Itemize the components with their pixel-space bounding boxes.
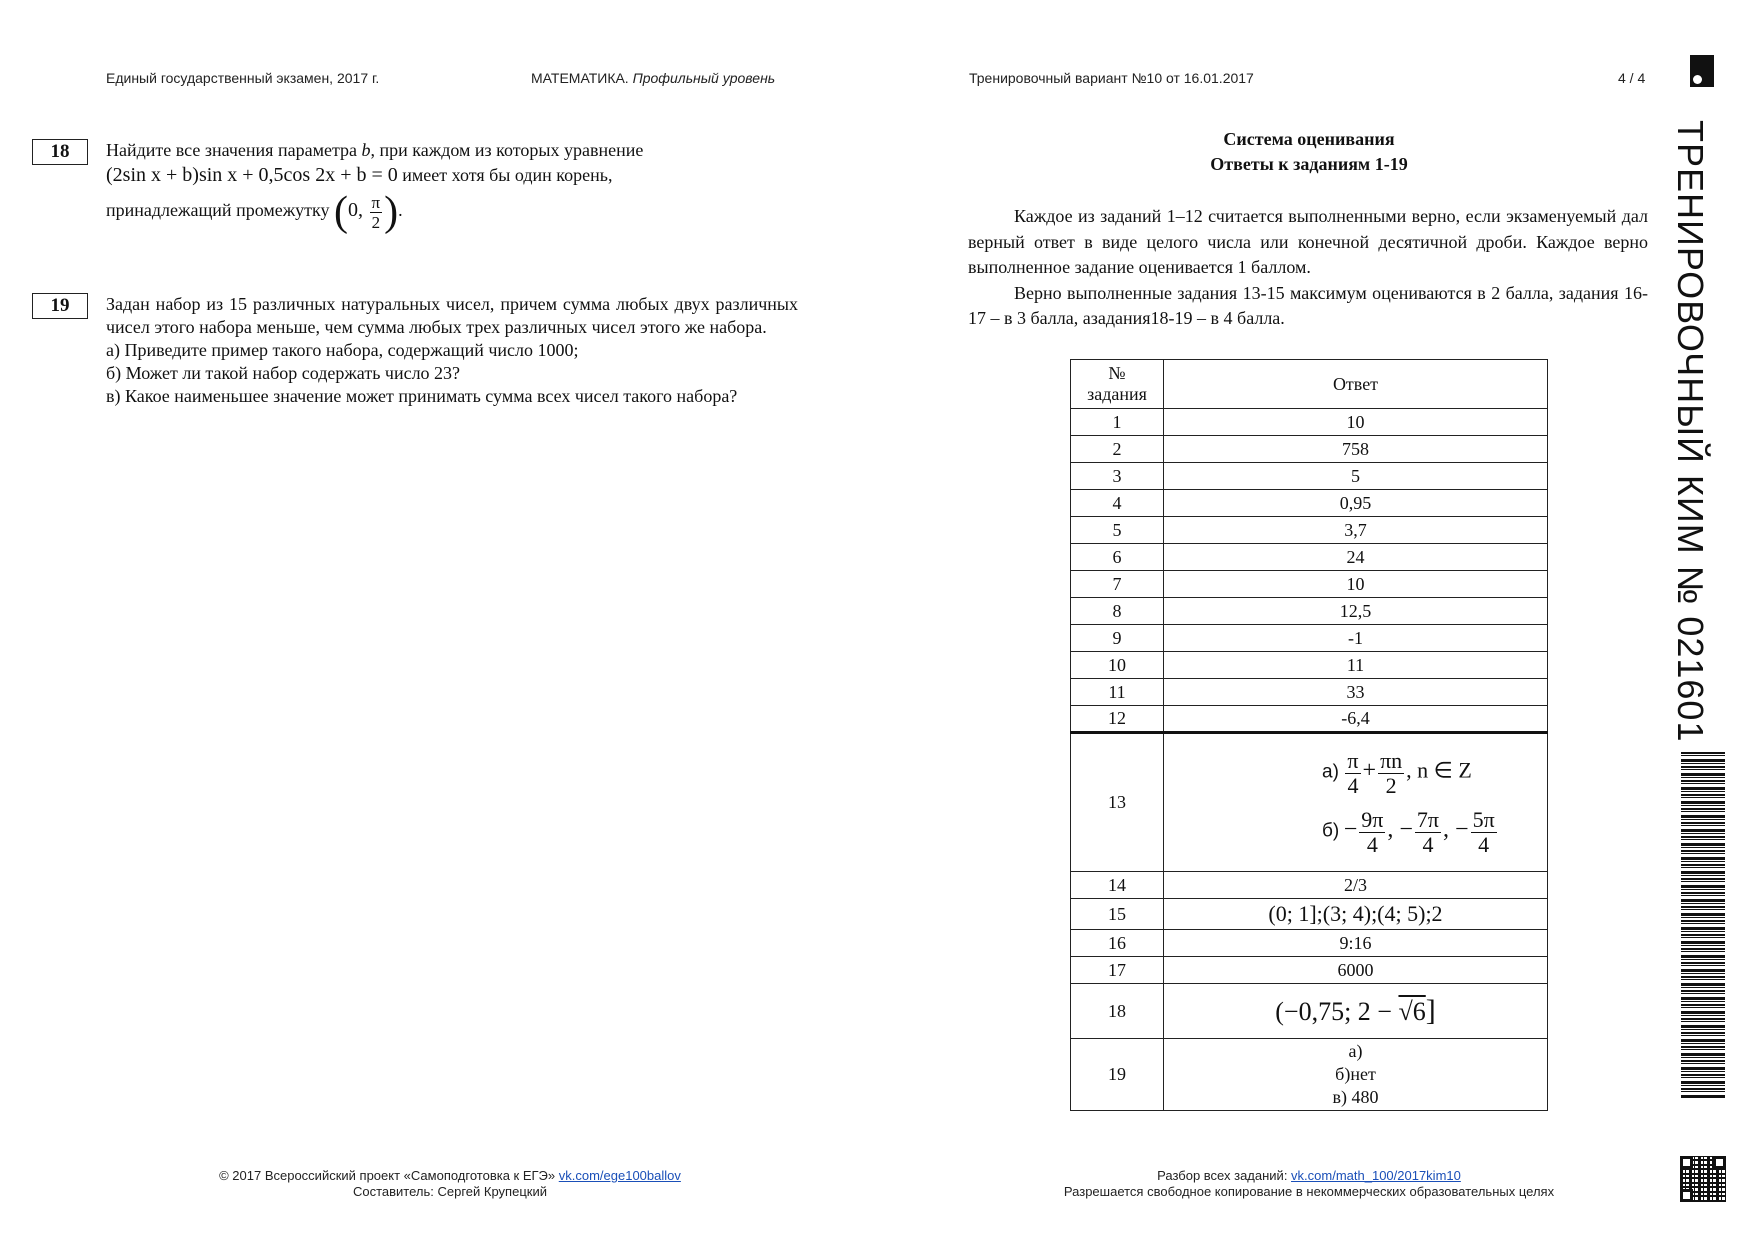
barcode <box>1681 752 1725 1098</box>
table-row: 2 758 <box>1071 436 1548 463</box>
task-19-number: 19 <box>32 293 88 319</box>
table-row: 14 2/3 <box>1071 872 1548 899</box>
header-exam: Единый государственный экзамен, 2017 г. <box>106 70 380 86</box>
vertical-kim-label: ТРЕНИРОВОЧНЫЙ КИМ № 021601 <box>1670 120 1711 743</box>
task-19-text: Задан набор из 15 различных натуральных чисел, причем сумма любых двух различных чисел этого набора меньше, чем сумма любых трех различных чисел этого же набора. а) Приведите пример такого набора, содержащий число 1000; б) Может ли такой набор содержать число 23? в) Какое наименьшее значение может принимать сумма всех чисел такого набора? <box>106 294 798 406</box>
table-row: 7 10 <box>1071 571 1548 598</box>
header-level: Профильный уровень <box>632 70 776 86</box>
table-row: 11 33 <box>1071 679 1548 706</box>
table-row: 4 0,95 <box>1071 490 1548 517</box>
header-subject <box>531 70 775 86</box>
task-18-number: 18 <box>32 139 88 165</box>
qr-code <box>1680 1156 1726 1202</box>
table-row-18: 18 (−0,75; 2 − √6] <box>1071 984 1548 1039</box>
table-row-19: 19 а) б)нет в) 480 <box>1071 1039 1548 1111</box>
footer-right: Разбор всех заданий: vk.com/math_100/2017kim10 Разрешается свободное копирование в некоммерческих образовательных целях <box>1063 1168 1555 1199</box>
answer-13: а) $\frac{\pi}{4}$ + $\frac{\pi n}{2}$ , n ∈ Z б) − $\frac{9\pi}{4}$ , − $\frac{7\pi}{4}$ , − $\frac{5\pi}{4}$ <box>1164 733 1548 872</box>
answers-table <box>1070 359 1548 1111</box>
grading-intro: Каждое из заданий 1–12 считается выполненными верно, если экзаменуемый дал верный ответ в виде целого числа или конечной десятичной дроби. Каждое верно выполненное задание оценивается 1 баллом. Верно выполненные задания 13-15 максимум оцениваются в 2 балла, задания 16-17 – в 3 балла, азадания18-19 – в 4 балла. <box>968 206 1648 328</box>
grading-title: Система оценивания <box>1223 129 1395 149</box>
footer-link-math100[interactable]: vk.com/math_100/2017kim10 <box>1291 1168 1461 1183</box>
table-header-row <box>1071 360 1548 409</box>
table-row: 15 (0; 1];(3; 4);(4; 5);2 <box>1071 899 1548 930</box>
table-row: 12 -6,4 <box>1071 706 1548 733</box>
header-variant: Тренировочный вариант №10 от 16.01.2017 <box>969 70 1254 86</box>
corner-marker <box>1690 55 1714 87</box>
table-row: 8 12,5 <box>1071 598 1548 625</box>
column-header-answer: Ответ <box>1164 360 1548 409</box>
table-row: 9 -1 <box>1071 625 1548 652</box>
task-18-text: Найдите все значения параметра b, при каждом из которых уравнение (2sin x + b)sin x + 0,5cos 2x + b = 0 имеет хотя бы один корень, принадлежащий промежутку (0, $\frac{\pi}{2}$ ). <box>106 140 644 235</box>
table-row-13: 13 а) $\frac{\pi}{4}$ + $\frac{\pi n}{2}$ , n ∈ Z б) − $\frac{9\pi}{4}$ , − $\frac{7\pi}{4}$ , − $\frac{5\pi}{4}$ <box>1071 733 1548 872</box>
table-row: 6 24 <box>1071 544 1548 571</box>
table-row: 1 10 <box>1071 409 1548 436</box>
table-row: 17 6000 <box>1071 957 1548 984</box>
answer-18: (−0,75; 2 − √6] <box>1164 984 1548 1039</box>
table-row: 10 11 <box>1071 652 1548 679</box>
task-18-equation: (2sin x + b)sin x + 0,5cos 2x + b = 0 <box>106 164 398 186</box>
table-row: 16 9:16 <box>1071 930 1548 957</box>
header-subject-name: МАТЕМАТИКА. <box>531 70 629 86</box>
interval-fraction: $\frac{\pi}{2}$ <box>371 192 381 232</box>
footer-left: © 2017 Всероссийский проект «Самоподготовка к ЕГЭ» vk.com/ege100ballov Составитель: Сергей Крупецкий <box>219 1168 681 1199</box>
header-page-number: 4 / 4 <box>1618 70 1646 86</box>
footer-link-ege100ballov[interactable]: vk.com/ege100ballov <box>558 1168 681 1183</box>
column-header-number: № задания <box>1071 360 1164 409</box>
table-row: 3 5 <box>1071 463 1548 490</box>
table-row: 5 3,7 <box>1071 517 1548 544</box>
grading-subtitle: Ответы к заданиям 1-19 <box>1210 154 1408 174</box>
answer-19: а) б)нет в) 480 <box>1164 1039 1548 1111</box>
